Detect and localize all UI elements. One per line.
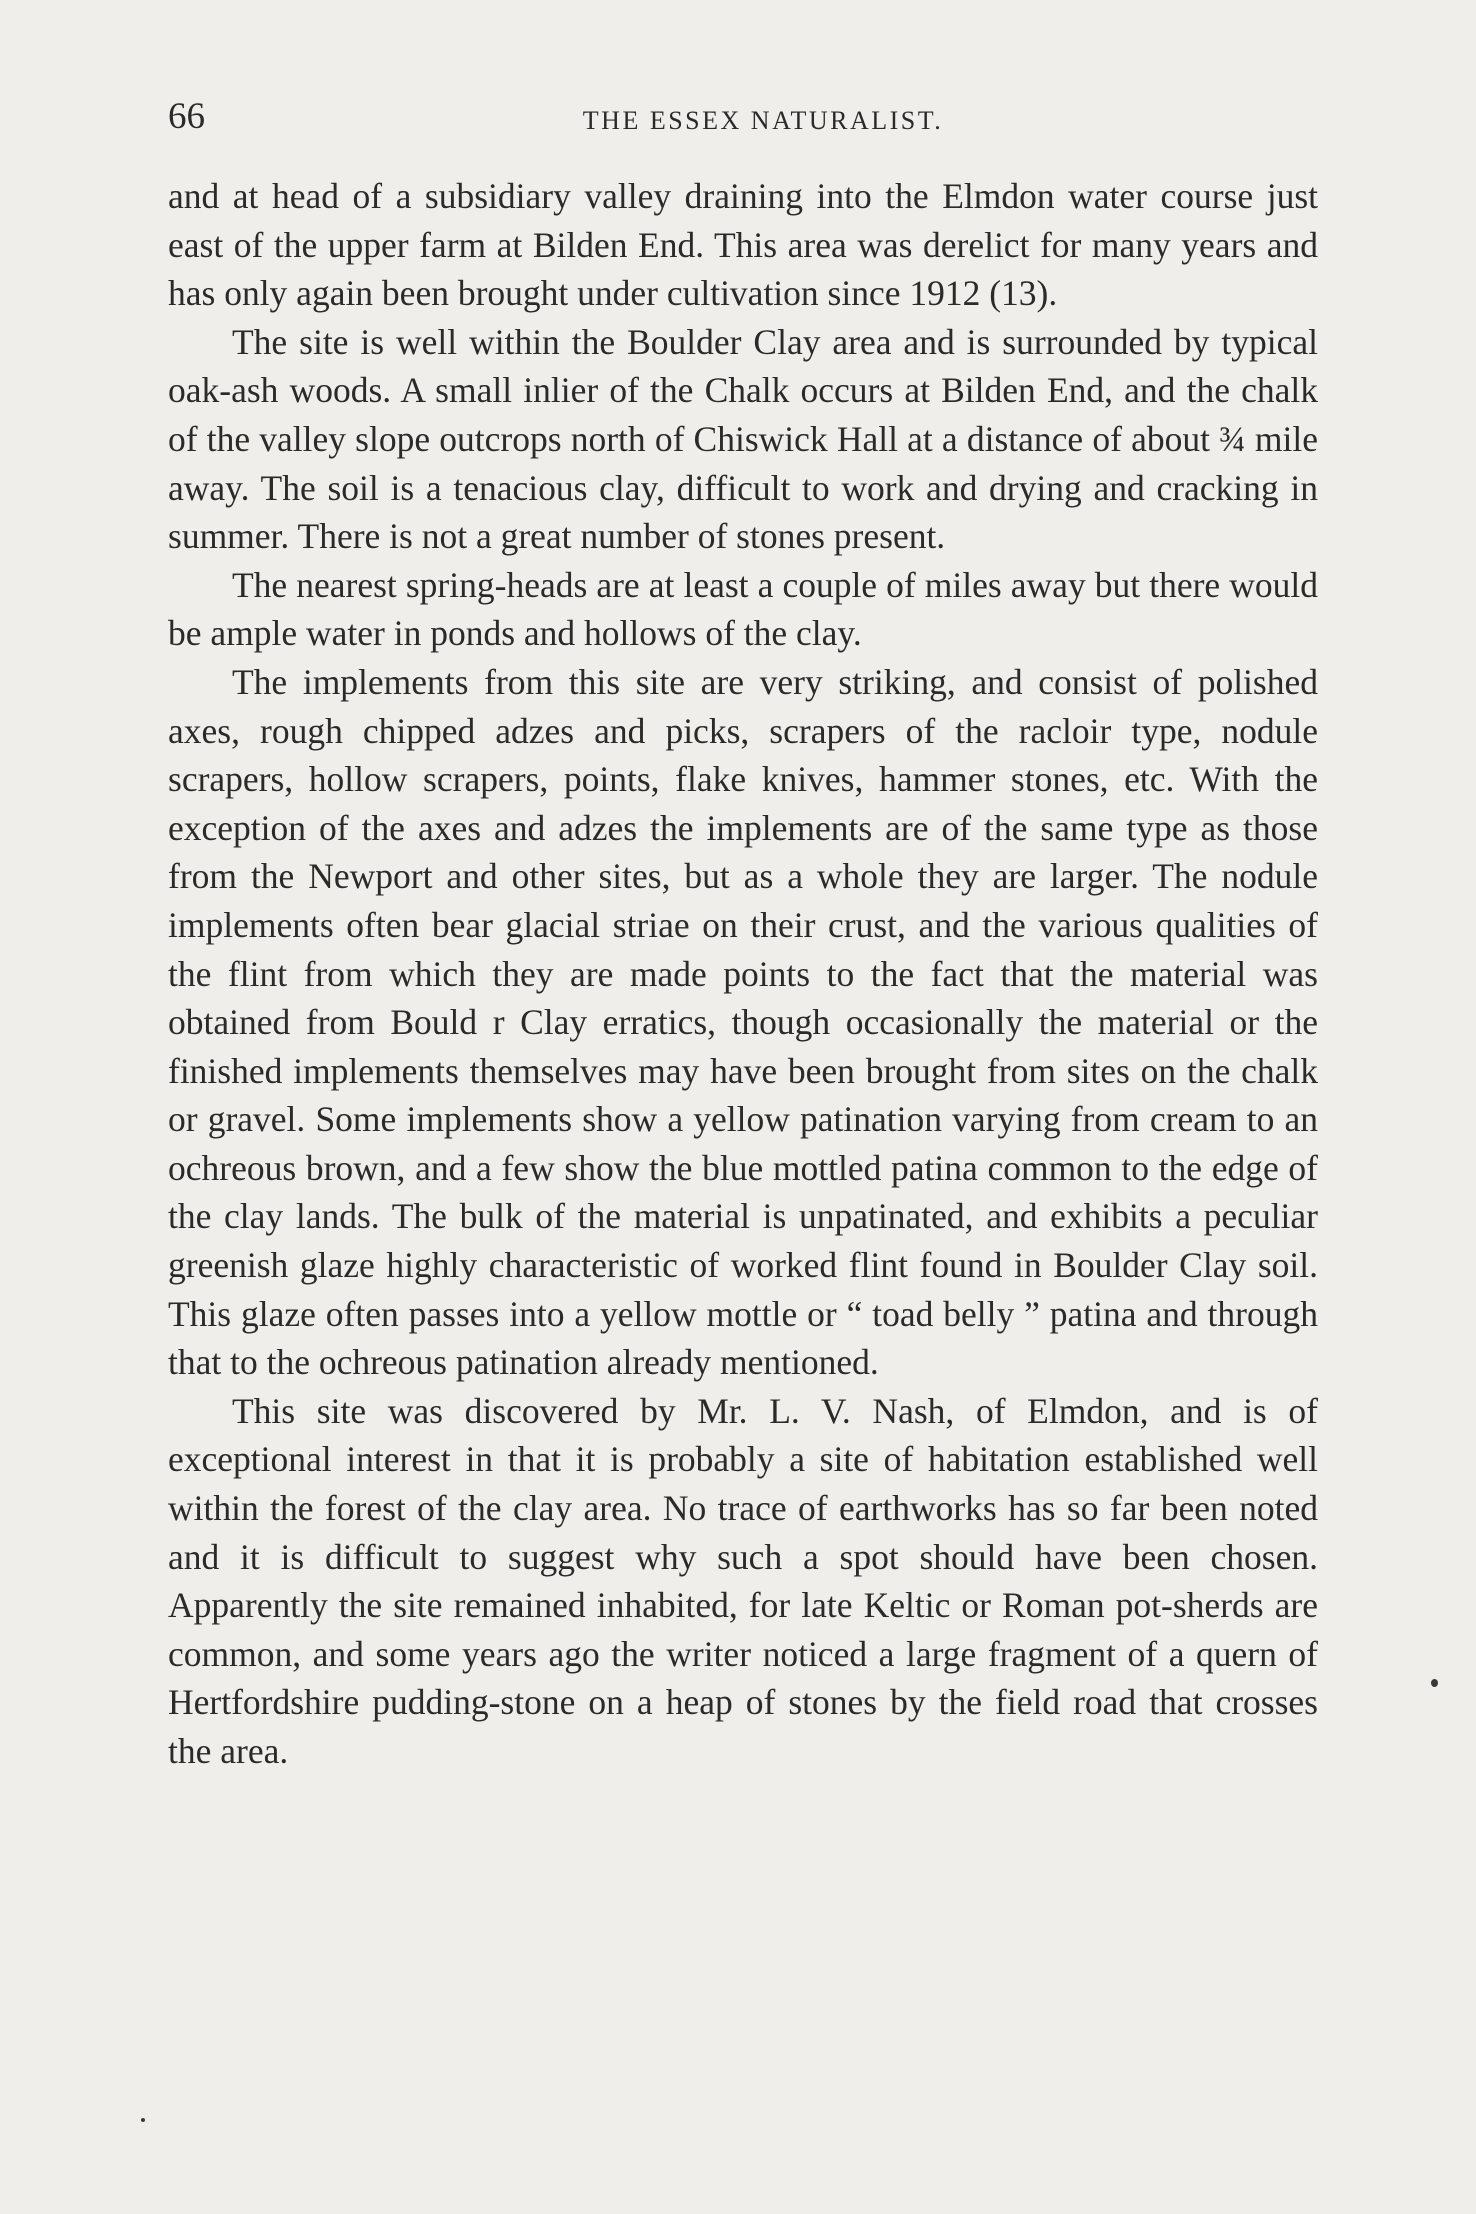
paragraph-implements: The implements from this site are very striking, and consist of polished axes, rough chipped adzes and picks, scrapers of the racloir type, nodule scrapers, hollow scrapers, points, flake knives, hammer stones, etc. With the exception of the axes and adzes the implements are of the same type as those from the Newport and other sites, but as a whole they are larger. The nodule implements often bear glacial striae on their crust, and the various qualities of the flint from which they are made points to the fact that the material was obtained from Bould r Clay erratics, though occasionally the material or the finished implements themselves may have been brought from sites on the chalk or gravel. Some implements show a yellow patination varying from cream to an ochreous brown, and a few show the blue mottled patina common to the edge of the clay lands. The bulk of the material is unpatinated, and exhibits a peculiar greenish glaze highly characteristic of worked flint found in Boulder Clay soil. This glaze often passes into a yellow mottle or “ toad belly ” patina and through that to the ochreous patination already mentioned. [168, 661, 1318, 1383]
running-head [168, 92, 1318, 142]
paragraph-continued: and at head of a subsidiary valley draining into the Elmdon water course just east of the upper farm at Bilden End. This area was derelict for many years and has only again been brought under cultivation since 1912 (13). [168, 176, 1318, 314]
paragraph-geology: The site is well within the Boulder Clay area and is surrounded by typical oak-ash woods. A small inlier of the Chalk occurs at Bilden End, and the chalk of the valley slope outcrops north of Chiswick Hall at a distance of about ¾ mile away. The soil is a tenacious clay, difficult to work and drying and cracking in summer. There is not a great number of stones present. [168, 321, 1318, 557]
page-number: 66 [168, 96, 205, 137]
paragraph-water: The nearest spring-heads are at least a couple of miles away but there would be ample water in ponds and hollows of the clay. [168, 564, 1318, 654]
body-text [168, 172, 1318, 1776]
paragraph-discovery: This site was discovered by Mr. L. V. Nash, of Elmdon, and is of exceptional interest in that it is probably a site of habitation established well within the forest of the clay area. No trace of earthworks has so far been noted and it is difficult to suggest why such a spot should have been chosen. Apparently the site remained inhabited, for late Keltic or Roman pot-sherds are common, and some years ago the writer noticed a large fragment of a quern of Hertfordshire pudding-stone on a heap of stones by the field road that crosses the area. [168, 1390, 1318, 1771]
journal-title: THE ESSEX NATURALIST. [582, 106, 944, 135]
ink-speck [141, 2118, 145, 2122]
ink-speck [1431, 1679, 1438, 1687]
